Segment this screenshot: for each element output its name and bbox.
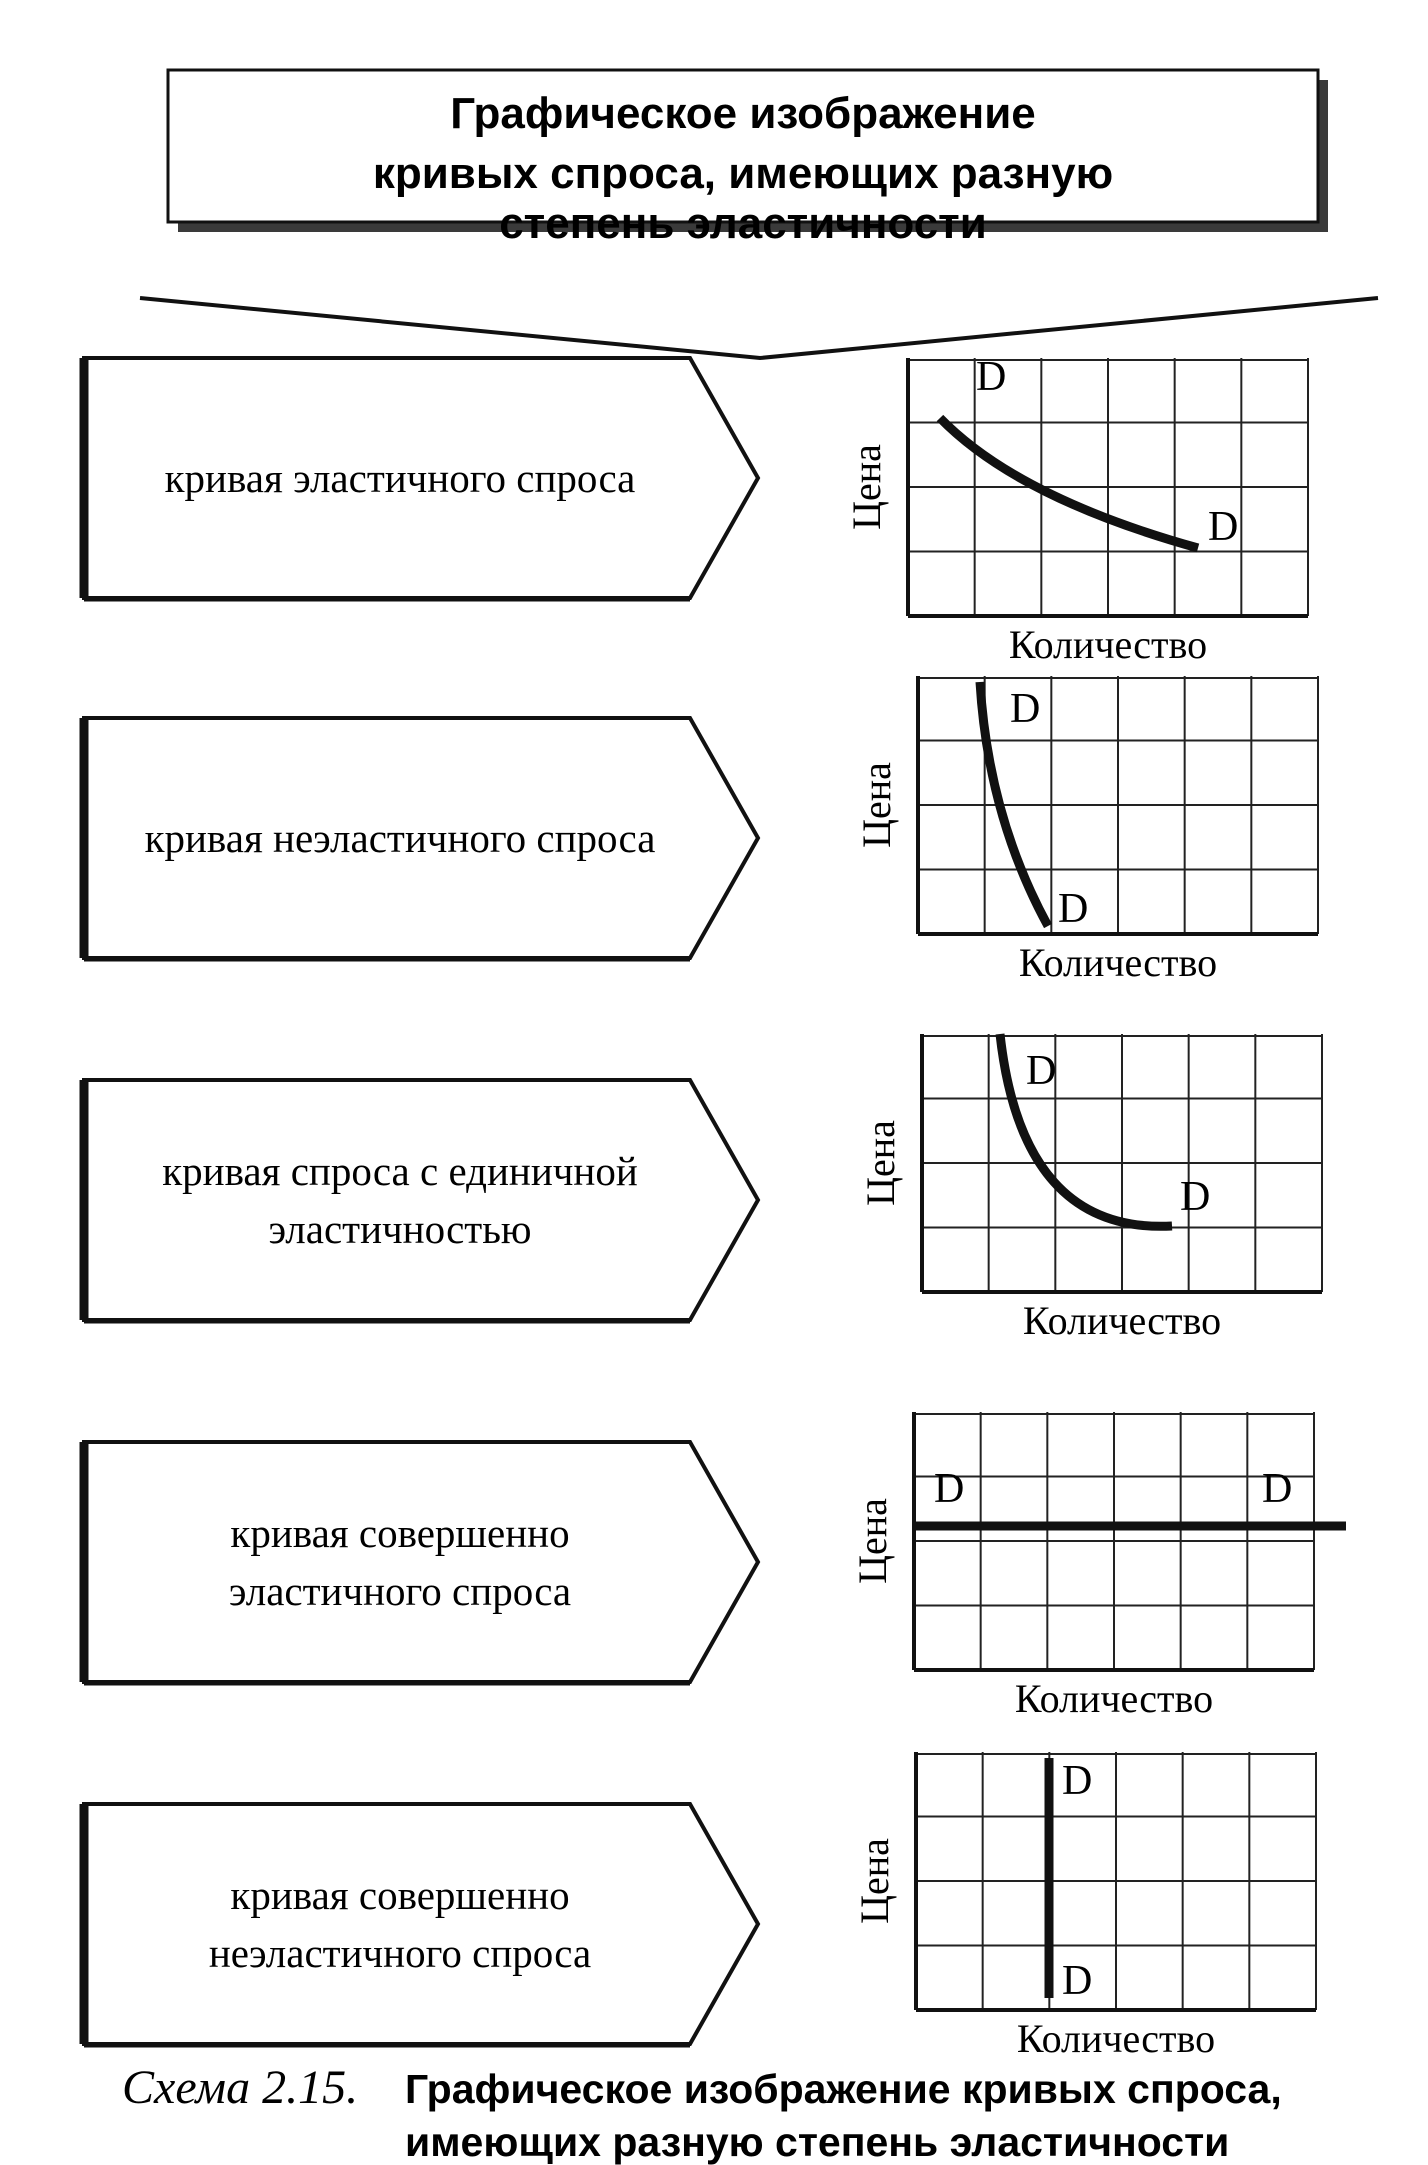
x-axis-label: Количество [1018,940,1218,985]
row-label-line: кривая совершенно [230,1510,570,1556]
y-axis-label: Цена [854,762,899,848]
title-box [168,70,1328,248]
curve-label-start: D [934,1466,965,1512]
demand-graph [844,354,1308,667]
curve-label-end: D [1208,504,1239,550]
curve-label-end: D [1180,1174,1211,1220]
row-4 [84,1412,1346,1721]
curve-label-end: D [1262,1466,1293,1512]
y-axis-label: Цена [850,1498,895,1584]
label-box [84,1804,758,2044]
x-axis-label: Количество [1014,1676,1214,1721]
caption-scheme-number: Схема 2.15. [122,2061,359,2114]
demand-graph [852,1752,1316,2061]
x-axis-label: Количество [1008,622,1208,667]
title-bracket [140,298,1378,358]
y-axis-label: Цена [858,1120,903,1206]
y-axis-label: Цена [844,444,889,530]
title-line-1: Графическое изображение [450,89,1036,138]
x-axis-label: Количество [1016,2016,1216,2061]
caption-line-1: Графическое изображение кривых спроса, [405,2066,1282,2112]
curve-label-end: D [1062,1958,1093,2004]
demand-graph [854,676,1318,985]
row-label-line: кривая эластичного спроса [164,455,636,501]
row-5 [84,1752,1316,2061]
row-label-line: неэластичного спроса [208,1930,592,1976]
row-label-line: эластичного спроса [228,1568,572,1614]
curve-label-start: D [1062,1758,1093,1804]
title-line-3: степень эластичности [499,199,987,248]
curve-label-start: D [976,354,1007,400]
curve-label-end: D [1058,886,1089,932]
row-1 [84,354,1308,667]
demand-curve [940,418,1198,548]
rows-layer [84,354,1346,2061]
curve-label-start: D [1010,686,1041,732]
label-box [84,1080,758,1320]
x-axis-label: Количество [1022,1298,1222,1343]
demand-graph [850,1412,1346,1721]
row-label-line: эластичностью [268,1206,532,1252]
label-box [84,1442,758,1682]
row-label-line: кривая неэластичного спроса [144,815,656,861]
y-axis-label: Цена [852,1838,897,1924]
demand-graph [858,1034,1322,1343]
curve-label-start: D [1026,1048,1057,1094]
row-3 [84,1034,1322,1343]
row-label-line: кривая спроса с единичной [162,1148,638,1194]
row-2 [84,676,1318,985]
row-label-line: кривая совершенно [230,1872,570,1918]
caption-line-2: имеющих разную степень эластичности [405,2119,1230,2165]
title-line-2: кривых спроса, имеющих разную [372,149,1114,198]
caption [122,2061,1282,2165]
